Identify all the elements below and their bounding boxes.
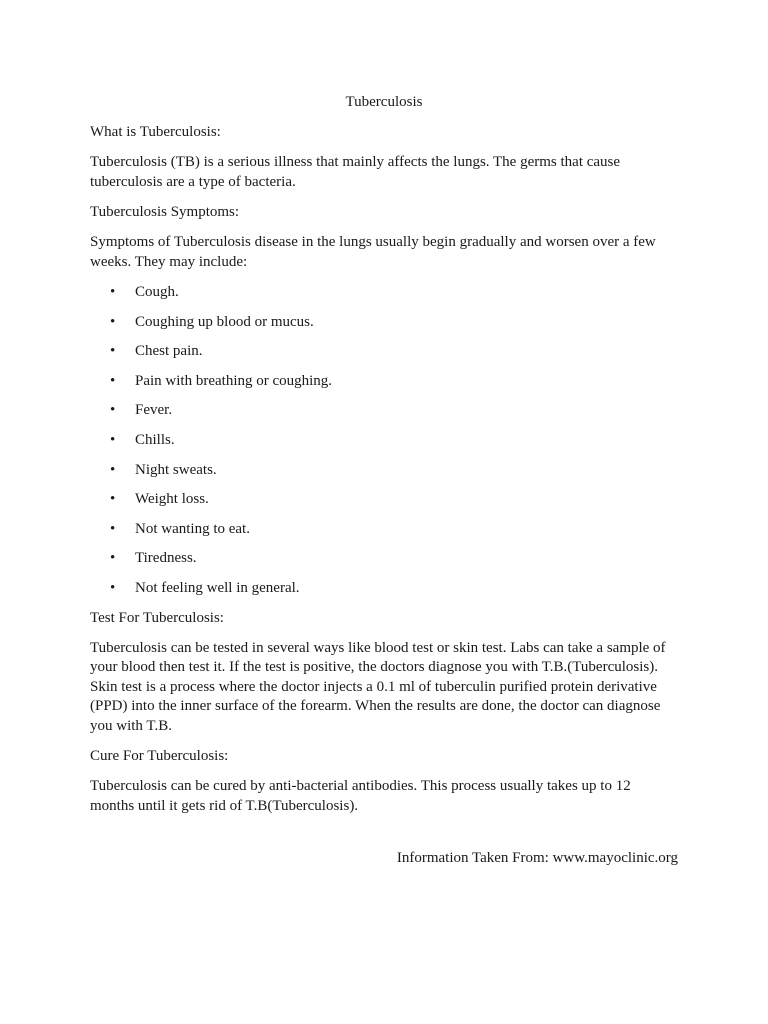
section-heading-symptoms: Tuberculosis Symptoms: <box>90 204 240 220</box>
list-item-text: Coughing up blood or mucus. <box>135 313 314 330</box>
bullet-icon: • <box>110 313 116 330</box>
list-item <box>90 342 678 372</box>
section-text-cure: Tuberculosis can be cured by anti-bacterial antibodies. This process usually takes up to 12 months until it gets rid of T.B(Tuberculosis). <box>90 778 631 814</box>
document-title: Tuberculosis <box>345 94 423 110</box>
list-item-text: Fever. <box>135 402 173 419</box>
section-heading-cure: Cure For Tuberculosis: <box>90 748 229 765</box>
list-item-text: Night sweats. <box>135 461 217 478</box>
list-item <box>90 549 678 579</box>
list-item-text: Not feeling well in general. <box>135 579 300 596</box>
list-item <box>90 401 678 431</box>
list-item-text: Pain with breathing or coughing. <box>135 372 333 389</box>
list-item-text: Cough. <box>135 284 179 300</box>
bullet-icon: • <box>110 491 116 508</box>
list-item-text: Not wanting to eat. <box>135 520 250 537</box>
list-item <box>90 372 678 402</box>
bullet-icon: • <box>110 550 116 567</box>
list-item <box>90 579 678 609</box>
list-item <box>90 520 678 550</box>
section-text-test: Tuberculosis can be tested in several ways like blood test or skin test. Labs can take a sample of your blood then test it. If the test is positive, the doctors diagnose you with T.B.(Tuberculosis). Skin test is a process where the doctor injects a 0.1 ml of tuberculin purified protein derivative (PPD) into the inner surface of the forearm. When the results are done, the doctor can diagnose you with T.B. <box>90 639 666 734</box>
section-text-symptoms: Symptoms of Tuberculosis disease in the lungs usually begin gradually and worsen over a few weeks. They may include: <box>90 234 656 270</box>
list-item-text: Chills. <box>135 431 175 448</box>
bullet-icon: • <box>110 343 116 360</box>
bullet-icon: • <box>110 431 116 448</box>
list-item <box>90 461 678 491</box>
list-item-text: Weight loss. <box>135 491 209 508</box>
list-item-text: Chest pain. <box>135 343 203 360</box>
list-item-text: Tiredness. <box>135 550 197 567</box>
list-item <box>90 490 678 520</box>
section-heading-what-is: What is Tuberculosis: <box>90 124 221 140</box>
section-heading-test: Test For Tuberculosis: <box>90 609 224 626</box>
bullet-icon: • <box>110 284 116 300</box>
list-item <box>90 283 678 313</box>
bullet-icon: • <box>110 579 116 596</box>
bullet-icon: • <box>110 402 116 419</box>
document-body <box>90 93 678 827</box>
bullet-icon: • <box>110 372 116 389</box>
bullet-icon: • <box>110 461 116 478</box>
source-citation: Information Taken From: www.mayoclinic.org <box>396 850 678 866</box>
list-item <box>90 313 678 343</box>
list-item <box>90 431 678 461</box>
bullet-icon: • <box>110 520 116 537</box>
section-text-what-is: Tuberculosis (TB) is a serious illness that mainly affects the lungs. The germs that cause tuberculosis are a type of bacteria. <box>90 154 621 190</box>
symptoms-list <box>90 283 678 609</box>
